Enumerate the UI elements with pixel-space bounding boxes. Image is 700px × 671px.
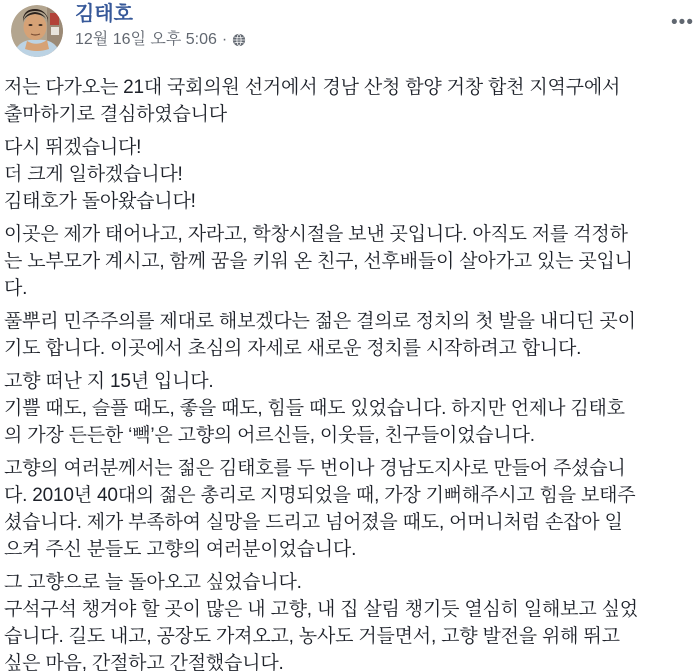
- meta-separator: ·: [221, 31, 228, 48]
- post-line: 김태호가 돌아왔습니다!: [4, 191, 196, 212]
- post-line: 고향의 여러분께서는 젊은 김태호를 두 번이나 경남도지사로 만들어 주셨습니: [4, 458, 626, 479]
- post-line: 출마하기로 결심하였습니다: [4, 104, 227, 125]
- post-line: 으켜 주신 분들도 고향의 여러분이었습니다.: [4, 539, 357, 560]
- post-line: 그 고향으로 늘 돌아오고 싶었습니다.: [4, 572, 302, 593]
- post-line: 기쁠 때도, 슬플 때도, 좋을 때도, 힘들 때도 있었습니다. 하지만 언제나 김태호: [4, 398, 625, 419]
- avatar[interactable]: [11, 5, 63, 57]
- post-header: [11, 5, 700, 59]
- post-line: 구석구석 챙겨야 할 곳이 많은 내 고향, 내 집 살림 챙기듯 열심히 일해보고 싶었: [4, 599, 638, 620]
- post-paragraph: [4, 134, 698, 215]
- post-menu-button[interactable]: [667, 11, 698, 34]
- post-meta: [75, 30, 246, 50]
- post-line: 이곳은 제가 태어나고, 자라고, 학창시절을 보낸 곳입니다. 아직도 저를 걱정하: [4, 224, 628, 245]
- post-line: 저는 다가오는 21대 국회의원 선거에서 경남 산청 함양 거창 합천 지역구에서: [4, 77, 621, 98]
- post-paragraph: [4, 368, 698, 449]
- author-link[interactable]: 김태호: [75, 3, 133, 25]
- post-paragraph: [4, 74, 698, 128]
- post-line: 풀뿌리 민주주의를 제대로 해보겠다는 젊은 결의로 정치의 첫 발을 내디딘 곳이: [4, 311, 636, 332]
- post-paragraph: [4, 308, 698, 362]
- post-line: 셨습니다. 제가 부족하여 실망을 드리고 넘어졌을 때도, 어머니처럼 손잡아 일: [4, 512, 623, 533]
- post-line: 다시 뛰겠습니다!: [4, 137, 142, 158]
- post-line: 다.: [4, 278, 28, 299]
- post-timestamp[interactable]: 12월 16일 오후 5:06: [75, 31, 217, 48]
- post-paragraph: [4, 569, 698, 671]
- globe-icon: [232, 33, 246, 47]
- post-paragraph: [4, 221, 698, 302]
- ellipsis-icon: •••: [671, 12, 694, 33]
- post-paragraph: [4, 455, 698, 563]
- post-text: [4, 74, 698, 671]
- post-line: 습니다. 길도 내고, 공장도 가져오고, 농사도 거들면서, 고향 발전을 위해 뛰고: [4, 626, 620, 647]
- post-line: 의 가장 든든한 ‘빽’은 고향의 어르신들, 이웃들, 친구들이었습니다.: [4, 425, 535, 446]
- post-line: 싶은 마음, 간절하고 간절했습니다.: [4, 653, 284, 671]
- post-line: 기도 합니다. 이곳에서 초심의 자세로 새로운 정치를 시작하려고 합니다.: [4, 338, 582, 359]
- post-line: 다. 2010년 40대의 젊은 총리로 지명되었을 때, 가장 기뻐해주시고 힘을 보태주: [4, 485, 636, 506]
- post-line: 더 크게 일하겠습니다!: [4, 164, 183, 185]
- post-line: 고향 떠난 지 15년 입니다.: [4, 371, 214, 392]
- post-line: 는 노부모가 계시고, 함께 꿈을 키워 온 친구, 선후배들이 살아가고 있는 곳입니: [4, 251, 633, 272]
- avatar-image: [11, 5, 63, 57]
- header-meta-block: [75, 1, 246, 50]
